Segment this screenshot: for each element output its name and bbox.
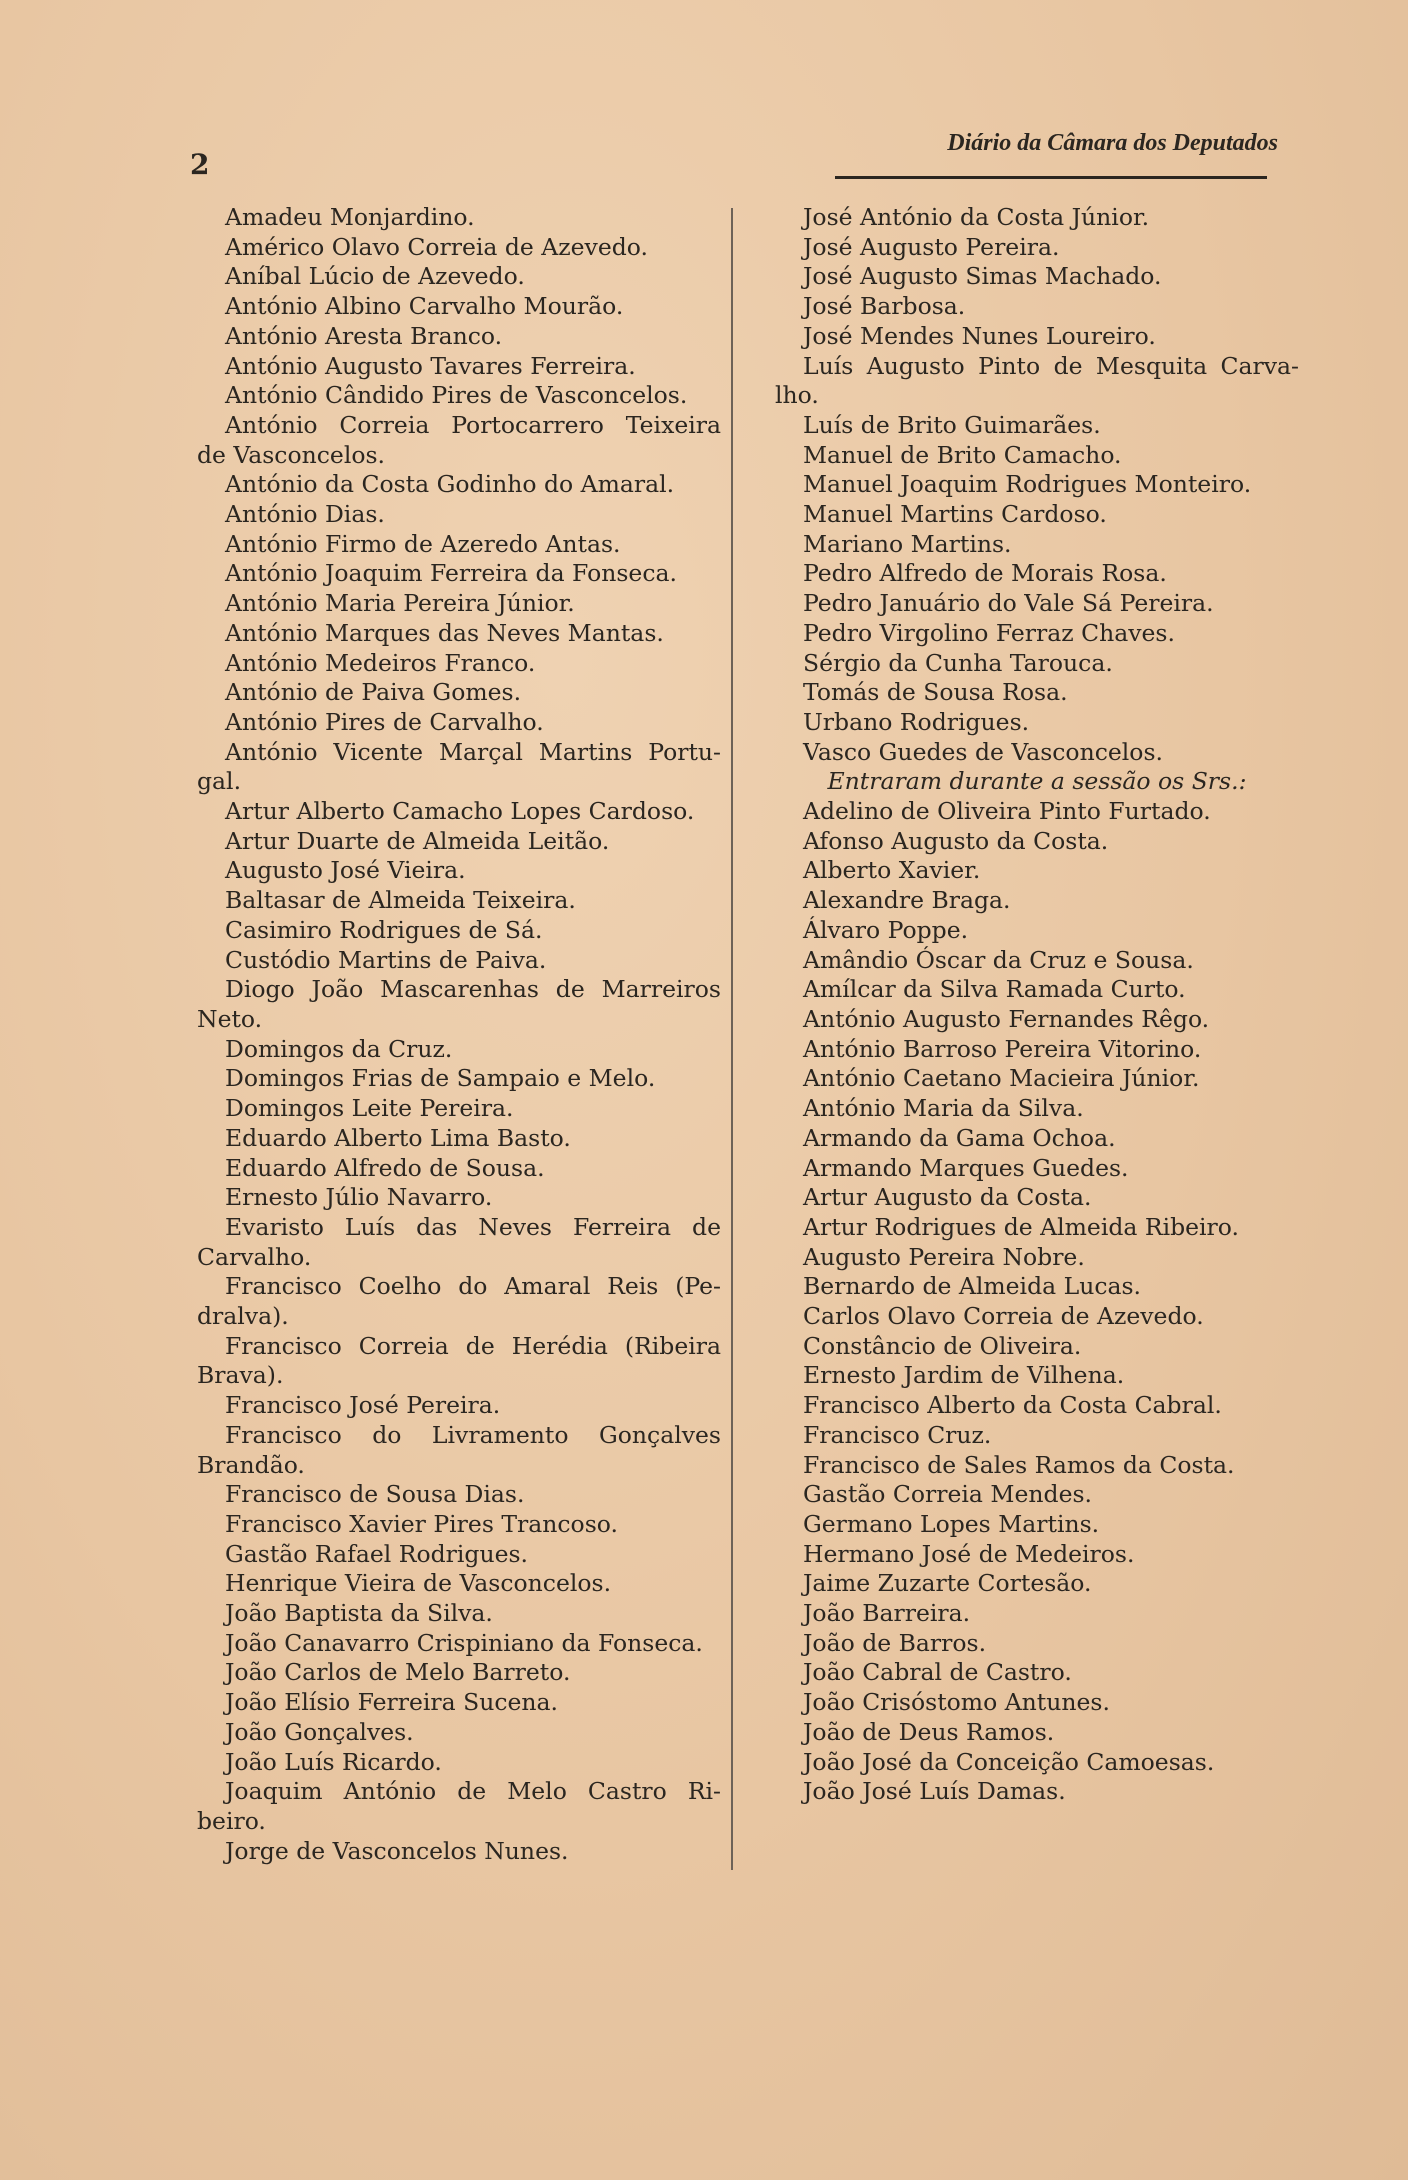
name-line: Joaquim António de Melo Castro Ri- <box>225 1777 721 1806</box>
name-line: António Maria da Silva. <box>803 1094 1084 1123</box>
name-line: Augusto José Vieira. <box>225 856 466 885</box>
name-line: Baltasar de Almeida Teixeira. <box>225 886 576 915</box>
name-line: João Baptista da Silva. <box>225 1599 493 1628</box>
name-line: Francisco de Sales Ramos da Costa. <box>803 1450 1235 1479</box>
name-line: António Augusto Fernandes Rêgo. <box>803 1004 1210 1033</box>
section-heading: Entraram durante a sessão os Srs.: <box>827 767 1247 796</box>
name-line: Francisco de Sousa Dias. <box>225 1480 525 1509</box>
name-line: Artur Rodrigues de Almeida Ribeiro. <box>803 1212 1239 1241</box>
name-line: Artur Augusto da Costa. <box>803 1183 1092 1212</box>
name-line: José António da Costa Júnior. <box>803 203 1150 231</box>
name-line: João de Barros. <box>803 1628 987 1657</box>
name-line: Francisco José Pereira. <box>225 1391 501 1420</box>
name-line: José Augusto Pereira. <box>803 232 1060 261</box>
header-rule <box>835 176 1267 179</box>
name-line: Custódio Martins de Paiva. <box>225 945 547 974</box>
name-line: António Joaquim Ferreira da Fonseca. <box>225 559 677 588</box>
name-line: Eduardo Alberto Lima Basto. <box>225 1123 571 1152</box>
running-title: Diário da Câmara dos Deputados <box>947 130 1278 156</box>
name-line: José Mendes Nunes Loureiro. <box>803 321 1156 350</box>
name-line: lho. <box>775 381 819 410</box>
name-line: José Barbosa. <box>803 292 966 321</box>
name-line: João Carlos de Melo Barreto. <box>225 1658 571 1687</box>
name-line: Pedro Virgolino Ferraz Chaves. <box>803 618 1175 647</box>
name-line: dralva). <box>197 1302 289 1331</box>
name-line: João Luís Ricardo. <box>225 1747 442 1776</box>
name-line: Aníbal Lúcio de Azevedo. <box>225 262 525 291</box>
name-line: António Caetano Macieira Júnior. <box>803 1064 1200 1093</box>
name-line: Armando Marques Guedes. <box>803 1153 1129 1182</box>
name-line: Francisco Coelho do Amaral Reis (Pe- <box>225 1272 721 1301</box>
name-line: Bernardo de Almeida Lucas. <box>803 1272 1142 1301</box>
name-line: António Correia Portocarrero Teixeira <box>225 410 721 439</box>
name-line: João Cabral de Castro. <box>803 1658 1072 1687</box>
name-line: Luís Augusto Pinto de Mesquita Carva- <box>803 351 1299 380</box>
name-line: Américo Olavo Correia de Azevedo. <box>225 232 648 261</box>
name-line: Constâncio de Oliveira. <box>803 1331 1082 1360</box>
name-line: Casimiro Rodrigues de Sá. <box>225 915 543 944</box>
name-line: Carlos Olavo Correia de Azevedo. <box>803 1302 1204 1331</box>
name-line: Alberto Xavier. <box>803 856 981 885</box>
name-line: Gastão Rafael Rodrigues. <box>225 1539 529 1568</box>
name-line: Armando da Gama Ochoa. <box>803 1123 1116 1152</box>
name-line: José Augusto Simas Machado. <box>803 262 1162 291</box>
name-line: Pedro Alfredo de Morais Rosa. <box>803 559 1167 588</box>
name-line: Evaristo Luís das Neves Ferreira de <box>225 1212 721 1241</box>
name-line: João Elísio Ferreira Sucena. <box>225 1688 559 1717</box>
name-line: Sérgio da Cunha Tarouca. <box>803 648 1113 677</box>
name-line: João José Luís Damas. <box>803 1777 1066 1806</box>
name-line: Alexandre Braga. <box>803 886 1011 915</box>
column-divider <box>731 208 733 1870</box>
name-line: Manuel Martins Cardoso. <box>803 500 1107 529</box>
name-line: António Dias. <box>225 500 385 529</box>
name-line: Francisco Correia de Herédia (Ribeira <box>225 1331 721 1360</box>
name-line: Jorge de Vasconcelos Nunes. <box>225 1836 569 1865</box>
name-line: beiro. <box>197 1806 266 1835</box>
name-line: Domingos Frias de Sampaio e Melo. <box>225 1064 656 1093</box>
name-line: António Aresta Branco. <box>225 321 503 350</box>
name-line: Francisco Xavier Pires Trancoso. <box>225 1509 618 1538</box>
name-line: António Vicente Marçal Martins Portu- <box>225 737 721 766</box>
name-line: António Barroso Pereira Vitorino. <box>803 1034 1202 1063</box>
name-line: João Canavarro Crispiniano da Fonseca. <box>225 1628 703 1657</box>
name-line: Afonso Augusto da Costa. <box>803 826 1109 855</box>
name-line: Álvaro Poppe. <box>803 915 969 944</box>
name-line: Francisco do Livramento Gonçalves <box>225 1420 721 1449</box>
name-line: Amílcar da Silva Ramada Curto. <box>803 975 1186 1004</box>
name-line: Brandão. <box>197 1450 305 1479</box>
name-line: Manuel Joaquim Rodrigues Monteiro. <box>803 470 1252 499</box>
name-line: António Albino Carvalho Mourão. <box>225 292 624 321</box>
name-line: Ernesto Jardim de Vilhena. <box>803 1361 1125 1390</box>
name-line: Ernesto Júlio Navarro. <box>225 1183 493 1212</box>
name-line: António Augusto Tavares Ferreira. <box>225 351 636 380</box>
name-line: Domingos Leite Pereira. <box>225 1094 514 1123</box>
name-line: Luís de Brito Guimarães. <box>803 410 1101 439</box>
name-line: António Marques das Neves Mantas. <box>225 618 664 647</box>
name-line: Adelino de Oliveira Pinto Furtado. <box>803 797 1211 826</box>
right-column-names <box>775 203 1299 1807</box>
name-line: Diogo João Mascarenhas de Marreiros <box>225 975 721 1004</box>
name-line: Domingos da Cruz. <box>225 1034 453 1063</box>
name-line: João José da Conceição Camoesas. <box>803 1747 1215 1776</box>
name-line: António Cândido Pires de Vasconcelos. <box>225 381 688 410</box>
name-line: João Crisóstomo Antunes. <box>803 1688 1110 1717</box>
name-line: Manuel de Brito Camacho. <box>803 440 1122 469</box>
left-column-names <box>197 203 721 1866</box>
name-line: Amândio Óscar da Cruz e Sousa. <box>803 945 1194 974</box>
name-line: Pedro Januário do Vale Sá Pereira. <box>803 589 1214 618</box>
name-line: Vasco Guedes de Vasconcelos. <box>803 737 1163 766</box>
name-line: Hermano José de Medeiros. <box>803 1539 1135 1568</box>
name-line: Carvalho. <box>197 1242 312 1271</box>
name-line: Germano Lopes Martins. <box>803 1509 1100 1538</box>
name-line: Gastão Correia Mendes. <box>803 1480 1092 1509</box>
name-line: António Pires de Carvalho. <box>225 707 544 736</box>
name-line: Eduardo Alfredo de Sousa. <box>225 1153 545 1182</box>
name-line: João de Deus Ramos. <box>803 1717 1055 1746</box>
name-line: Henrique Vieira de Vasconcelos. <box>225 1569 612 1598</box>
name-line: João Barreira. <box>803 1599 971 1628</box>
name-line: João Gonçalves. <box>225 1717 414 1746</box>
page-number: 2 <box>190 148 210 181</box>
name-line: Artur Alberto Camacho Lopes Cardoso. <box>225 797 695 826</box>
name-line: Neto. <box>197 1004 263 1033</box>
name-line: António de Paiva Gomes. <box>225 678 522 707</box>
name-line: Brava). <box>197 1361 284 1390</box>
name-line: António Firmo de Azeredo Antas. <box>225 529 621 558</box>
name-line: Artur Duarte de Almeida Leitão. <box>225 826 610 855</box>
name-line: Jaime Zuzarte Cortesão. <box>803 1569 1092 1598</box>
name-line: Francisco Alberto da Costa Cabral. <box>803 1391 1222 1420</box>
name-line: Augusto Pereira Nobre. <box>803 1242 1085 1271</box>
name-line: António Medeiros Franco. <box>225 648 536 677</box>
name-line: de Vasconcelos. <box>197 440 386 469</box>
name-line: António Maria Pereira Júnior. <box>225 589 575 618</box>
name-line: Amadeu Monjardino. <box>225 203 475 231</box>
name-line: António da Costa Godinho do Amaral. <box>225 470 675 499</box>
name-line: Tomás de Sousa Rosa. <box>803 678 1068 707</box>
name-line: Urbano Rodrigues. <box>803 707 1030 736</box>
name-line: Francisco Cruz. <box>803 1420 992 1449</box>
name-line: Mariano Martins. <box>803 529 1012 558</box>
name-line: gal. <box>197 767 242 796</box>
